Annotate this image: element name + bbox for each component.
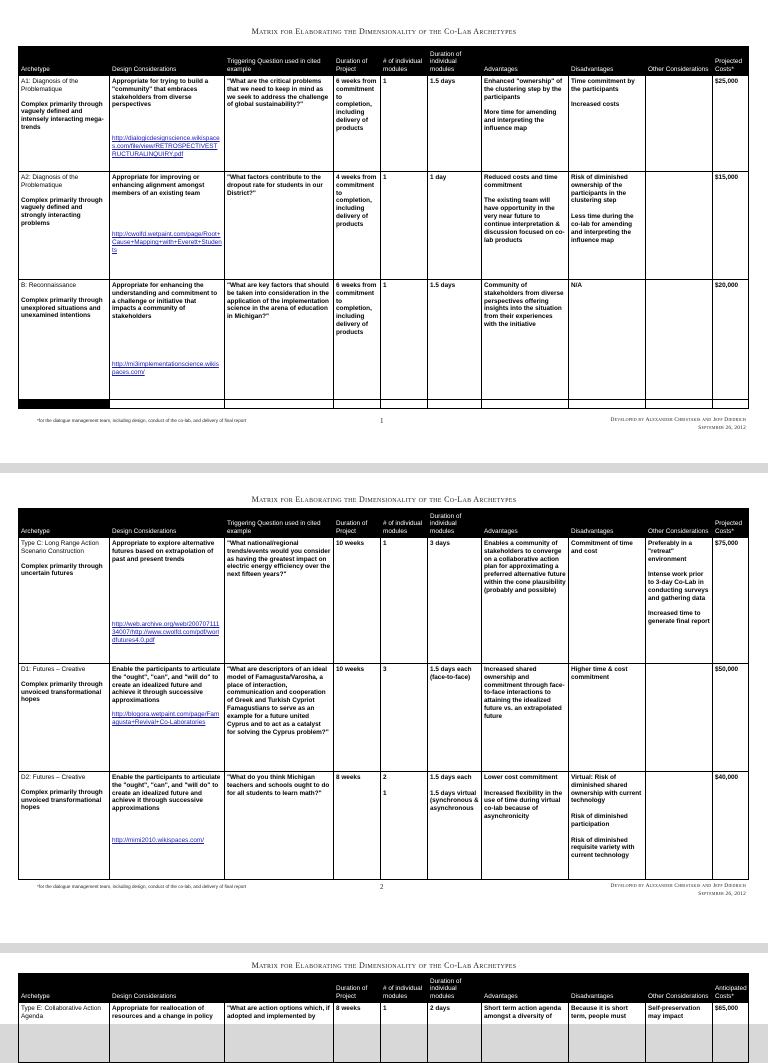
modules-cell: 1 (381, 538, 428, 664)
header-module-duration: Duration of individual modules (428, 974, 482, 1003)
archetype-matrix-table (18, 46, 749, 409)
design-cell (110, 664, 225, 772)
header-cost: Projected Costs* (713, 509, 749, 538)
disadvantages-cell: Virtual: Risk of diminished shared ownership with current technology Risk of diminished participation Risk of diminished requisite variety with current technology (569, 772, 646, 880)
developed-by-text: Developed by Alexander Christakis and Jeff Diedrich (610, 417, 746, 423)
cost-cell: $65,000 (713, 1003, 749, 1063)
archetype-description: Complex primarily through vaguely defined and strongly interacting problems (21, 196, 103, 228)
page-title: Matrix for Elaborating the Dimensionality of the Co-Lab Archetypes (251, 961, 517, 970)
disadvantages-cell: Risk of diminished ownership of the participants in the clustering step Less time during the co-lab for amending and interpreting the influence map (569, 172, 646, 280)
archetype-description: Complex primarily through unvoiced transformational hopes (21, 680, 103, 704)
design-text: Appropriate for enhancing the understanding and commitment to a challenge or initiative that impacts a community of stakeholders (112, 282, 218, 321)
date-text: September 26, 2012 (698, 424, 746, 431)
advantages-cell: Lower cost commitment Increased flexibility in the use of time during virtual co-lab because of asynchronicity (482, 772, 569, 880)
archetype-name: D2: Futures – Creative (21, 774, 86, 781)
cost-cell: $25,000 (713, 76, 749, 172)
document-page-1 (0, 0, 768, 463)
module-duration-cell: 1.5 days (428, 280, 482, 400)
header-advantages: Advantages (482, 509, 569, 538)
header-module-duration: Duration of individual modules (428, 47, 482, 76)
table-row (19, 76, 749, 172)
duration-cell: 8 weeks (334, 772, 381, 880)
advantages-cell: Enables a community of stakeholders to converge on a collaborative action plan for approximating a preferred alternative future within the cone plausibility (probably and possible) (482, 538, 569, 664)
other-cell (646, 280, 713, 400)
archetype-name: D1: Futures – Creative (21, 666, 86, 673)
table-row (19, 772, 749, 880)
design-cell (110, 538, 225, 664)
archetype-cell (19, 664, 110, 772)
other-cell: Preferably in a "retreat" environment Intense work prior to 3-day Co-Lab in conducting surveys and gathering data Increased time to generate final report (646, 538, 713, 664)
developed-by-text: Developed by Alexander Christakis and Jeff Diedrich (610, 883, 746, 889)
other-cell (646, 772, 713, 880)
other-cell (646, 76, 713, 172)
header-archetype: Archetype (19, 509, 110, 538)
table-row (19, 1003, 749, 1063)
header-cost: Projected Costs* (713, 47, 749, 76)
header-module-duration: Duration of individual modules (428, 509, 482, 538)
archetype-cell (19, 76, 110, 172)
header-cost: Anticipated Costs* (713, 974, 749, 1003)
question-cell: "What are action options which, if adopted and implemented by (225, 1003, 334, 1063)
header-disadvantages: Disadvantages (569, 974, 646, 1003)
archetype-description: Complex primarily through uncertain futures (21, 562, 103, 578)
module-duration-cell: 1.5 days each (face-to-face) (428, 664, 482, 772)
design-cell (110, 280, 225, 400)
footnote: *for the dialogue management team, including design, conduct of the co-lab, and delivery of final report (37, 418, 247, 423)
table-row (19, 172, 749, 280)
page-title: Matrix for Elaborating the Dimensionality of the Co-Lab Archetypes (251, 27, 517, 36)
duration-cell: 6 weeks from commitment to completion, including delivery of products (334, 280, 381, 400)
duration-cell: 8 weeks (334, 1003, 381, 1063)
cost-cell: $20,000 (713, 280, 749, 400)
module-duration-cell: 1 day (428, 172, 482, 280)
header-advantages: Advantages (482, 974, 569, 1003)
design-cell (110, 76, 225, 172)
archetype-description: Complex primarily through unexplored situations and unexamined intentions (21, 296, 103, 320)
design-text: Appropriate for trying to build a "community" that embraces stakeholders from diverse perspectives (112, 78, 209, 109)
archetype-cell: Type E: Collaborative Action Agenda (19, 1003, 110, 1063)
header-duration: Duration of Project (334, 509, 381, 538)
header-modules: # of individual modules (381, 47, 428, 76)
header-design: Design Considerations (110, 974, 225, 1003)
question-cell: "What are the critical problems that we need to keep in mind as we seek to address the challenge of global sustainability?" (225, 76, 334, 172)
archetype-description: Complex primarily through vaguely defined and intensely interacting mega-trends (21, 100, 104, 132)
header-disadvantages: Disadvantages (569, 47, 646, 76)
design-text: Enable the participants to articulate the "ought", "can", and "will do" to create an idealized future and achieve it through successive approximations (112, 774, 221, 813)
header-duration: Duration of Project (334, 47, 381, 76)
modules-cell: 1 (381, 172, 428, 280)
example-link[interactable]: http://web.archive.org/web/20070711134007/http://www.cwolfd.com/pdf/worldfutures4.0.pdf (112, 621, 220, 645)
advantages-cell: Short term action agenda amongst a diversity of (482, 1003, 569, 1063)
other-cell (646, 172, 713, 280)
design-text: Appropriate to explore alternative futures based on extrapolation of past and present trends (112, 540, 215, 563)
table-header-row (19, 509, 749, 538)
footnote: *for the dialogue management team, including design, conduct of the co-lab, and delivery of final report (37, 884, 247, 889)
header-question: Triggering Question used in cited example (225, 509, 334, 538)
design-cell (110, 772, 225, 880)
duration-cell: 10 weeks (334, 538, 381, 664)
module-duration-cell: 1.5 days (428, 76, 482, 172)
header-modules: # of individual modules (381, 509, 428, 538)
cost-cell: $75,000 (713, 538, 749, 664)
header-modules: # of individual modules (381, 974, 428, 1003)
modules-cell: 1 (381, 280, 428, 400)
header-question (225, 974, 334, 1003)
modules-cell: 1 (381, 76, 428, 172)
date-text: September 26, 2012 (698, 890, 746, 897)
disadvantages-cell: N/A (569, 280, 646, 400)
question-cell: "What factors contribute to the dropout rate for students in our District?" (225, 172, 334, 280)
cost-cell: $15,000 (713, 172, 749, 280)
archetype-cell (19, 280, 110, 400)
archetype-name: A1: Diagnosis of the Problematique (21, 78, 79, 93)
cost-cell: $50,000 (713, 664, 749, 772)
header-question: Triggering Question used in cited example (225, 47, 334, 76)
table-row (19, 664, 749, 772)
header-other: Other Considerations (646, 974, 713, 1003)
duration-cell: 6 weeks from commitment to completion, including delivery of products (334, 76, 381, 172)
modules-cell: 3 (381, 664, 428, 772)
question-cell: "What do you think Michigan teachers and schools ought to do for all students to learn math?" (225, 772, 334, 880)
page-title: Matrix for Elaborating the Dimensionality of the Co-Lab Archetypes (251, 495, 517, 504)
disadvantages-cell: Commitment of time and cost (569, 538, 646, 664)
question-cell: "What are key factors that should be taken into consideration in the application of the implementation science in the arena of education in Michigan?" (225, 280, 334, 400)
advantages-cell: Community of stakeholders from diverse perspectives offering insights into the situation from their experiences with the initiative (482, 280, 569, 400)
archetype-matrix-table (18, 508, 749, 880)
modules-cell: 1 (381, 1003, 428, 1063)
module-duration-cell: 3 days (428, 538, 482, 664)
table-header-row (19, 47, 749, 76)
advantages-cell: Enhanced "ownership" of the clustering step by the participants More time for amending and interpreting the influence map (482, 76, 569, 172)
table-row (19, 538, 749, 664)
archetype-cell (19, 772, 110, 880)
example-link[interactable]: http://mi3implementationscience.wikispaces.com/ (112, 361, 219, 376)
header-archetype: Archetype (19, 47, 110, 76)
archetype-matrix-table (18, 973, 749, 1063)
cost-cell: $40,000 (713, 772, 749, 880)
header-advantages: Advantages (482, 47, 569, 76)
advantages-cell: Reduced costs and time commitment The existing team will have opportunity in the very near future to continue interpretation & discussion focused on co-lab products (482, 172, 569, 280)
modules-cell: 2 1 (381, 772, 428, 880)
design-cell (110, 172, 225, 280)
archetype-cell (19, 172, 110, 280)
header-archetype: Archetype (19, 974, 110, 1003)
table-spacer-row (19, 400, 749, 409)
page-number: 2 (380, 883, 384, 891)
duration-cell: 10 weeks (334, 664, 381, 772)
archetype-name: A2: Diagnosis of the Problematique (21, 174, 79, 189)
table-header-row (19, 974, 749, 1003)
header-design: Design Considerations (110, 47, 225, 76)
advantages-cell: Increased shared ownership and commitment through face-to-face interactions to attaining the idealized future vs. an extrapolated future (482, 664, 569, 772)
developed-by (611, 417, 746, 432)
page-number: 1 (380, 417, 384, 425)
duration-cell: 4 weeks from commitment to completion, including delivery of products (334, 172, 381, 280)
disadvantages-cell: Higher time & cost commitment (569, 664, 646, 772)
table-row (19, 280, 749, 400)
other-cell (646, 664, 713, 772)
design-cell: Appropriate for reallocation of resources and a change in policy (110, 1003, 225, 1063)
disadvantages-cell: Time commitment by the participants Increased costs (569, 76, 646, 172)
other-cell: Self-preservation may impact (646, 1003, 713, 1063)
question-cell: "What are descriptors of an ideal model of Famagusta/Varosha, a place of interaction, communication and cooperation of Greek and Turkish Cypriot Famagustians to serve as an example for a future united Cyprus and to act as a catalyst for solving the Cyprus problem?" (225, 664, 334, 772)
module-duration-cell: 1.5 days each 1.5 days virtual (synchronous & asynchronous (428, 772, 482, 880)
module-duration-cell: 2 days (428, 1003, 482, 1063)
header-other: Other Considerations (646, 47, 713, 76)
disadvantages-cell: Because it is short term, people must (569, 1003, 646, 1063)
document-page-3 (0, 953, 768, 1024)
header-design: Design Considerations (110, 509, 225, 538)
example-link[interactable]: http://cwolfd.wetpaint.com/page/Root+Cause+Mapping+with+Everett+Students (112, 231, 222, 255)
question-cell: "What national/regional trends/events would you consider as having the greatest impact on electric energy efficiency over the next fifteen years?" (225, 538, 334, 664)
archetype-description: Complex primarily through unvoiced transformational hopes (21, 788, 103, 812)
developed-by (611, 883, 746, 898)
document-page-2 (0, 473, 768, 943)
design-text: Enable the participants to articulate the "ought", "can", and "will do" to create an idealized future and achieve it through successive approximations (112, 666, 221, 705)
header-disadvantages: Disadvantages (569, 509, 646, 538)
header-other: Other Considerations (646, 509, 713, 538)
archetype-cell (19, 538, 110, 664)
example-link[interactable]: http://blogora.wetpaint.com/page/Famagusta+Revival+Co-Laboratories (112, 711, 220, 726)
archetype-name: B: Reconnaissance (21, 282, 77, 289)
header-duration: Duration of Project (334, 974, 381, 1003)
archetype-name: Type C: Long Range Action Scenario Construction (21, 540, 99, 555)
example-link[interactable]: http://mimi2010.wikispaces.com/ (112, 837, 204, 845)
example-link[interactable]: http://dialogicdesignscience.wikispaces.com/file/view/RETROSPECTIVESTRUCTURALINQUIRY.pdf (112, 135, 220, 158)
design-text: Appropriate for improving or enhancing alignment amongst members of an existing team (112, 174, 205, 197)
